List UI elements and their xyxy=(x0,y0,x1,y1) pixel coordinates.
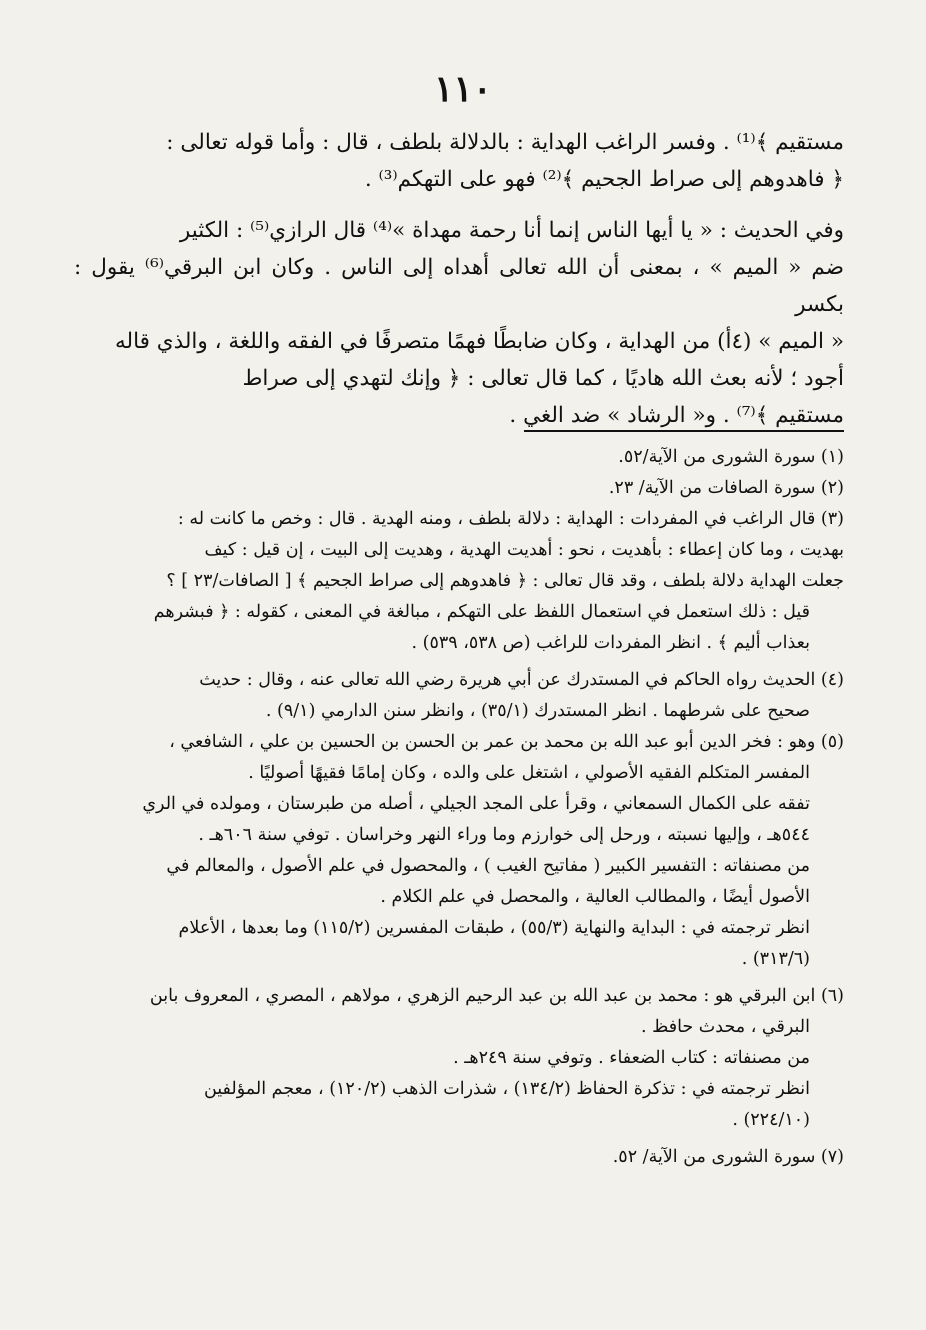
footnote-line: جعلت الهداية دلالة بلطف ، وقد قال تعالى : ﴿ فاهدوهم إلى صراط الجحيم ﴾ [ الصافات/٢٣ ] ؟ xyxy=(166,571,844,591)
footnote-line: المفسر المتكلم الفقيه الأصولي ، اشتغل على والده ، وكان إمامًا فقيهًا أصوليًا . xyxy=(248,763,810,783)
footnote-line: (٧) سورة الشورى من الآية/ ٥٢. xyxy=(612,1147,844,1167)
footnote-line: ٥٤٤هـ ، وإليها نسبته ، ورحل إلى خوارزم وما وراء النهر وخراسان . توفي سنة ٦٠٦هـ . xyxy=(198,825,810,845)
main-text xyxy=(74,124,844,434)
footnote-line: (٥) وهو : فخر الدين أبو عبد الله بن محمد بن عمر بن الحسن بن الحسين بن علي ، الشافعي ، xyxy=(169,732,844,752)
footnote-line: من مصنفاته : التفسير الكبير ( مفاتيح الغيب ) ، والمحصول في علم الأصول ، والمعالم في xyxy=(166,856,810,876)
main-line: مستقيم ﴾⁽⁷⁾ . و« الرشاد » ضد الغي . xyxy=(509,403,844,428)
main-line: مستقيم ﴾⁽¹⁾ . وفسر الراغب الهداية : بالدلالة بلطف ، قال : وأما قوله تعالى : xyxy=(166,130,844,155)
footnote-line: صحيح على شرطهما . انظر المستدرك (٣٥/١) ، وانظر سنن الدارمي (٩/١) . xyxy=(265,701,810,721)
page-number: ١١٠ xyxy=(433,68,492,110)
footnote-line: (٢٢٤/١٠) . xyxy=(732,1110,810,1130)
main-line: « الميم » (٤أ) من الهداية ، وكان ضابطًا فهمًا متصرفًا في الفقه واللغة ، والذي قاله xyxy=(115,329,844,354)
main-line: ضم « الميم » ، بمعنى أن الله تعالى أهداه إلى الناس . وكان ابن البرقي⁽⁶⁾ يقول : بكسر xyxy=(74,255,845,317)
footnote-line: (٣١٣/٦) . xyxy=(741,949,810,969)
footnote-line: من مصنفاته : كتاب الضعفاء . وتوفي سنة ٢٤٩هـ . xyxy=(453,1048,810,1068)
footnote-line: انظر ترجمته في : تذكرة الحفاظ (١٣٤/٢) ، شذرات الذهب (١٢٠/٢) ، معجم المؤلفين xyxy=(203,1079,810,1099)
main-line: أجود ؛ لأنه بعث الله هاديًا ، كما قال تعالى : ﴿ وإنك لتهدي إلى صراط xyxy=(242,366,844,391)
footnote-line: بعذاب أليم ﴾ . انظر المفردات للراغب (ص ٥٣٨، ٥٣٩) . xyxy=(411,633,810,653)
footnote-line: (٤) الحديث رواه الحاكم في المستدرك عن أبي هريرة رضي الله تعالى عنه ، وقال : حديث xyxy=(199,670,844,690)
footnote-line: الأصول أيضًا ، والمطالب العالية ، والمحصل في علم الكلام . xyxy=(380,887,810,907)
footnote-line: البرقي ، محدث حافظ . xyxy=(640,1017,810,1037)
main-line: وفي الحديث : « يا أيها الناس إنما أنا رحمة مهداة »⁽⁴⁾ قال الرازي⁽⁵⁾ : الكثير xyxy=(179,218,844,243)
footnote-line: (٦) ابن البرقي هو : محمد بن عبد الله بن عبد الرحيم الزهري ، مولاهم ، المصري ، المعروف بابن xyxy=(149,986,844,1006)
main-line: ﴿ فاهدوهم إلى صراط الجحيم ﴾⁽²⁾ فهو على التهكم⁽³⁾ . xyxy=(364,167,844,192)
footnotes xyxy=(74,442,844,1173)
footnote-line: (١) سورة الشورى من الآية/٥٢. xyxy=(618,447,844,467)
footnote-line: (٢) سورة الصافات من الآية/ ٢٣. xyxy=(608,478,844,498)
footnote-line: تفقه على الكمال السمعاني ، وقرأ على المجد الجيلي ، أصله من طبرستان ، ومولده في الري xyxy=(142,794,810,814)
footnote-line: بهديت ، وما كان إعطاء : بأهديت ، نحو : أهديت الهدية ، وهديت إلى البيت ، إن قيل : كيف xyxy=(204,540,844,560)
footnote-line: انظر ترجمته في : البداية والنهاية (٥٥/٣) ، طبقات المفسرين (١١٥/٢) وما بعدها ، الأعلام xyxy=(178,918,810,938)
footnote-line: (٣) قال الراغب في المفردات : الهداية : دلالة بلطف ، ومنه الهدية . قال : وخص ما كانت له : xyxy=(177,509,844,529)
footnote-line: قيل : ذلك استعمل في استعمال اللفظ على التهكم ، مبالغة في المعنى ، كقوله : ﴿ فبشرهم xyxy=(153,602,810,622)
footnote-separator xyxy=(524,430,844,432)
